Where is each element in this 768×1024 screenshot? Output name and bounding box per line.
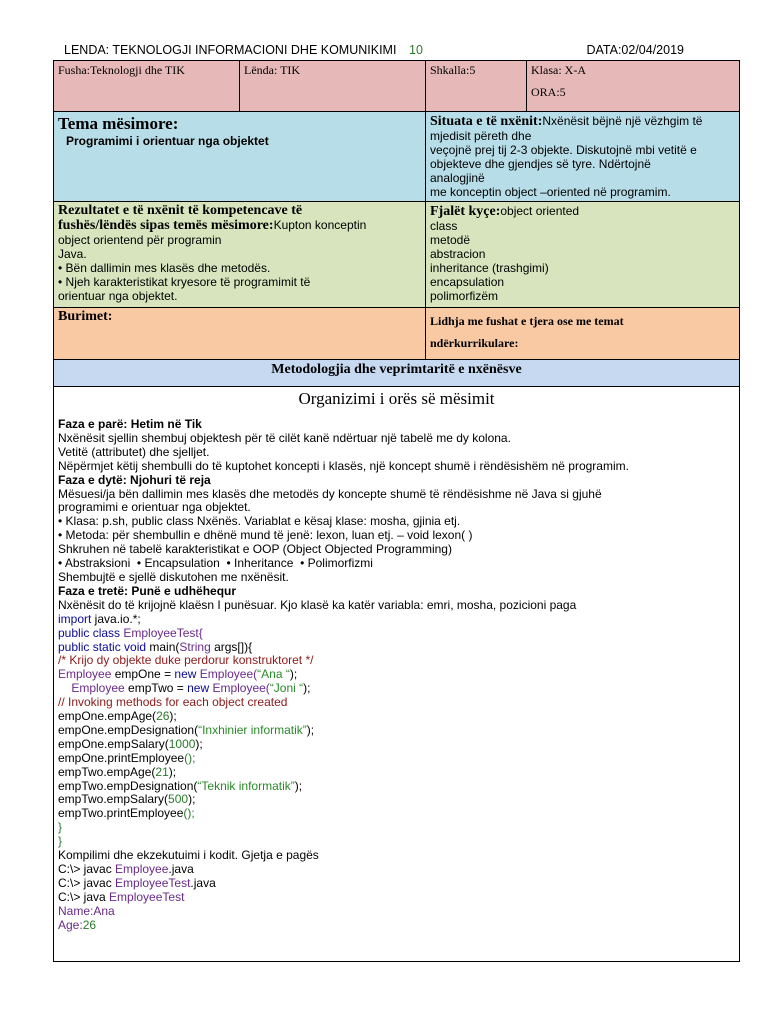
fjalet-label: Fjalët kyçe: [430,204,501,219]
lidhja-cell: Lidhja me fushat e tjera ose me temat ndërkurrikulare: [426,308,740,360]
klasa-cell [527,61,740,112]
burimet-label: Burimet: [58,309,113,324]
code-line: empTwo.empDesignation(“Teknik informatik”); [58,778,303,793]
faza1-title: Faza e parë: Hetim në Tik [58,417,202,431]
keyword-item: encapsulation [430,275,505,289]
fusha-cell: Fusha:Teknologji dhe TIK [54,61,240,112]
rezultatet-cell: Rezultatet e të nxënit të kompetencave të fushës/lëndës sipas temës mësimore:Kupton konceptin object orientend për programin Java. • Bën dallimin mes klasës dhe metodës. • Njeh karakteristikat kryesore të programimit të orientuar nga objektet. [54,202,426,308]
code-line: } [58,834,63,849]
output-line: Name:Ana [58,903,115,918]
rezultatet-label: Rezultatet e të nxënit të kompetencave të [58,203,303,218]
command-line: C:\> javac Employee.java [58,862,194,876]
code-line: empOne.empDesignation(“Inxhinier informatik”); [58,722,315,737]
code-line: empOne.empAge(26); [58,709,177,724]
fjalet-cell: Fjalët kyçe:object oriented class metodë abstracion inheritance (trashgimi) encapsulation polimorfizëm [426,202,740,308]
lesson-plan-table [53,60,740,962]
date-label: DATA:02/04/2019 [586,43,684,57]
keyword-item: abstracion [430,247,486,261]
tema-cell [54,112,426,202]
code-line: empTwo.empSalary(500); [58,792,196,807]
code-line: empOne.empSalary(1000); [58,736,203,751]
command-line: C:\> java EmployeeTest [58,889,185,904]
organizimi-cell: Organizimi i orës së mësimit Faza e parë: Hetim në Tik Nxënësit sjellin shembuj objektesh për të cilët kanë ndërtuar një tabelë me dy kolona. Vetitë (attributet) dhe sjelljet. Nëpërmjet këtij shembulli do të kuptohet koncepti i klasës, një koncept shumë i rëndësishëm në programim. Faza e dytë: Njohuri të reja Mësuesi/ja bën dallimin mes klasës dhe metodës dy koncepte shumë të rëndësishme në Java si gjuhë programimi e orientuar nga objektet. • Klasa: p.sh, public class Nxënës. Variablat e kësaj klase: mosha, gjinia etj. • Metoda: për shembullin e dhënë mund të jenë: lexon, luan etj. – void lexon( ) Shkruhen në tabelë karakteristikat e OOP (Object Objected Programming) • Abstraksioni • Encapsulation • Inheritance • Polimorfizmi Shembujtë e sjellë diskutohen me nxënësit. Faza e tretë: Punë e udhëhequr Nxënësit do të krijojnë klaësn I punësuar. Kjo klasë ka katër variabla: emri, mosha, pozicioni paga import java.io.*; public class EmployeeTest{ public static void main(String args[]){ /* Krijo dy objekte duke perdorur konstruktoret */ Employee empOne = new Employee(“Ana “); Employee empTwo = new Employee(“Joni “); // Invoking methods for each object created empOne.empAge(26); empOne.empDesignation(“Inxhinier informatik”); empOne.empSalary(1000); empOne.printEmployee(); empTwo.empAge(21); empTwo.empDesignation(“Teknik informatik”); empTwo.empSalary(500); empTwo.printEmployee(); } } Kompilimi dhe ekzekutuimi i kodit. Gjetja e pagës C:\> javac Employee.java C:\> javac EmployeeTest.java C:\> java EmployeeTest Name:Ana Age:26 [54,387,740,962]
metodologjia-cell [54,360,740,387]
shkalla-cell: Shkalla:5 [426,61,527,112]
organizimi-title: Organizimi i orës së mësimit [298,389,495,408]
faza2-title: Faza e dytë: Njohuri të reja [58,472,211,487]
code-comment: // Invoking methods for each object created [58,695,288,710]
code-line: empOne.printEmployee(); [58,750,196,765]
code-line: public static void main(String args[]){ [58,639,253,654]
ora-label: ORA:5 [531,85,566,99]
subject-label: LENDA: TEKNOLOGJI INFORMACIONI DHE KOMUNIKIMI [64,43,397,57]
tema-subtitle: Programimi i orientuar nga objektet [66,134,269,148]
lesson-number: 10 [409,43,423,57]
tema-title: Tema mësimore: [58,114,179,133]
code-line: empTwo.printEmployee(); [58,806,195,821]
situata-label: Situata e të nxënit: [430,114,543,129]
burimet-cell [54,308,426,360]
code-line: Employee empTwo = new Employee(“Joni “); [71,681,311,696]
keyword-item: metodë [430,233,471,247]
code-line: empTwo.empAge(21); [58,764,177,779]
output-line: Age:26 [58,917,97,932]
code-line: Employee empOne = new Employee(“Ana “); [58,667,298,682]
command-line: C:\> javac EmployeeTest.java [58,875,216,890]
code-line: public class EmployeeTest{ [58,625,203,640]
situata-cell: Situata e të nxënit:Nxënësit bëjnë një vëzhgim të mjedisit përeth dhe veçojnë prej tij 2-3 objekte. Diskutojnë mbi vetitë e objekteve dhe gjendjes së tyre. Ndërtojnë analogjinë me konceptin object –oriented në programim. [426,112,740,202]
keyword-item: class [430,219,458,233]
faza3-title: Faza e tretë: Punë e udhëhequr [58,583,237,598]
klasa-label: Klasa: X-A [531,63,586,77]
code-line: } [58,820,63,835]
output-title: Kompilimi dhe ekzekutuimi i kodit. Gjetja e pagës [58,848,319,863]
keyword-item: polimorfizëm [430,289,499,303]
keyword-item: inheritance (trashgimi) [430,261,549,275]
page-header [64,43,684,59]
code-comment: /* Krijo dy objekte duke perdorur konstruktoret */ [58,653,314,668]
code-line: import java.io.*; [58,611,141,626]
lenda-cell: Lënda: TIK [240,61,426,112]
metodologjia-title: Metodologjia dhe veprimtaritë e nxënësve [271,362,522,377]
